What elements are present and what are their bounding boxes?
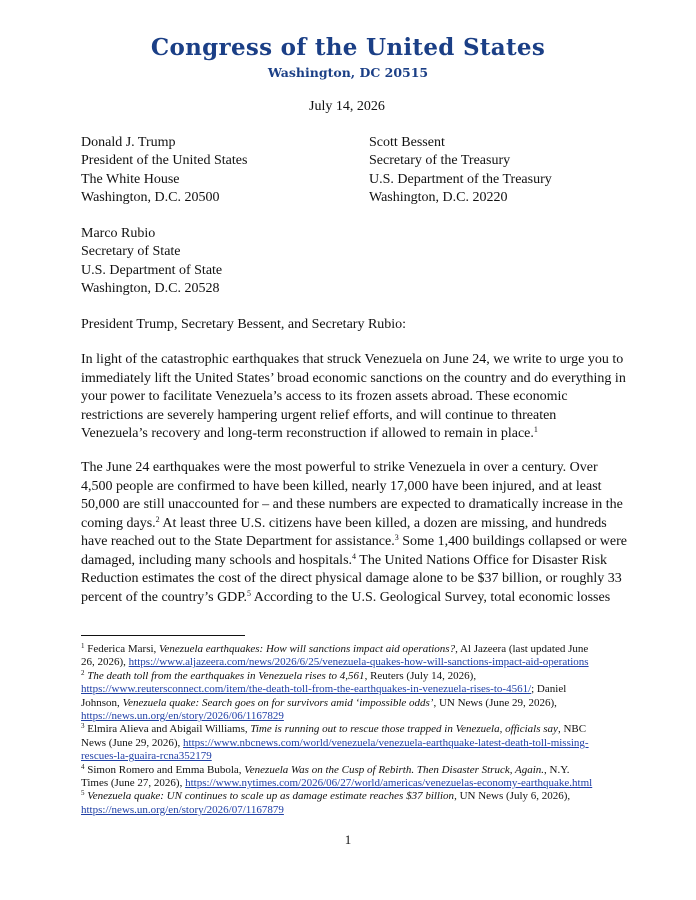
footnote-text: , Reuters (July 14, 2026), (364, 669, 477, 682)
paragraph-text: damaged, including many schools and hospitals. (81, 552, 353, 568)
footnote-article-title: Venezuela Was on the Cusp of Rebirth. Then Disaster Struck, Again. (244, 763, 545, 776)
paragraph-line: 4,500 people are confirmed to have been killed, nearly 17,000 have been injured, and at least (81, 478, 602, 494)
footnote-2 (81, 670, 621, 724)
address-line: Donald J. Trump (81, 135, 176, 150)
paragraph-line (81, 515, 621, 534)
footnote-link[interactable]: rescues-la-guaira-rcna352179 (81, 750, 212, 763)
footnote-text: , N.Y. (544, 763, 570, 776)
footnote-link[interactable]: https://www.nytimes.com/2026/06/27/world/americas/venezuelas-economy-earthquake.html (185, 777, 593, 790)
footnote-article-title: Venezuela quake: UN continues to scale up as damage estimate reaches $37 billion (87, 790, 455, 803)
paragraph-text: Some 1,400 buildings collapsed or were (398, 534, 627, 549)
footnote-text: Times (June 27, 2026), (81, 777, 186, 790)
footnote-text: , UN News (June 29, 2026), (433, 696, 557, 709)
footnote-text: ; Daniel (531, 683, 567, 696)
footnote-link[interactable]: https://www.aljazeera.com/news/2026/6/25/venezuela-quakes-how-will-sanctions-impact-aid-operations (128, 656, 589, 669)
paragraph-text: have reached out to the State Department for assistance. (81, 534, 395, 549)
letter-date: July 14, 2026 (309, 99, 385, 114)
footnote-ref: 5 (247, 588, 252, 598)
address-line: Marco Rubio (81, 226, 156, 241)
footnote-article-title: Time is running out to rescue those trapped in Venezuela, officials say (250, 723, 558, 736)
paragraph-text: At least three U.S. citizens have been killed, a dozen are missing, and hundreds (159, 515, 607, 531)
footnote-number: 2 (81, 668, 85, 677)
footnote-ref: 1 (533, 425, 538, 434)
address-line: Washington, D.C. 20500 (81, 190, 220, 206)
footnote-number: 3 (81, 722, 85, 731)
page-number: 1 (344, 832, 352, 847)
letterhead (0, 34, 696, 81)
footnote-line (81, 750, 621, 763)
footnote-text: Federica Marsi, (84, 643, 160, 655)
body-paragraph-1 (81, 351, 626, 444)
address-line: The White House (81, 171, 180, 187)
footnote-number: 5 (81, 789, 85, 798)
footnote-line (81, 737, 621, 750)
footnote-5 (81, 790, 621, 817)
paragraph-text: coming days. (81, 515, 156, 531)
paragraph-line: your power to facilitate Venezuela’s access to its frozen assets abroad. These economic (81, 389, 568, 404)
footnote-article-title: Venezuela quake: Search goes on for survivors amid ‘impossible odds’ (122, 696, 434, 709)
footnote-line (81, 670, 621, 683)
paragraph-line (81, 533, 627, 552)
address-line: U.S. Department of State (81, 262, 223, 278)
address-line: U.S. Department of the Treasury (369, 171, 552, 187)
paragraph-text: Venezuela’s recovery and long-term reconstruction if allowed to remain in place. (81, 426, 534, 441)
recipient-bessent-address (369, 134, 552, 208)
address-line: President of the United States (81, 153, 248, 169)
address-line: Washington, D.C. 20528 (81, 281, 220, 297)
footnote-line (81, 656, 621, 669)
footnote-text: Elmira Alieva and Abigail Williams, (84, 723, 251, 736)
footnote-link[interactable]: https://www.reutersconnect.com/item/the-death-toll-from-the-earthquakes-in-venezuela-rises-to-4561/ (81, 683, 532, 696)
paragraph-text: The United Nations Office for Disaster Risk (356, 552, 608, 568)
body-paragraph-2 (81, 459, 627, 607)
footnote-text: Johnson, (81, 696, 123, 709)
footnote-text: Simon Romero and Emma Bubola, (84, 763, 245, 776)
footnote-4 (81, 764, 621, 791)
footnote-line (81, 723, 621, 736)
footnote-article-title: The death toll from the earthquakes in Venezuela rises to 4,561 (87, 669, 365, 682)
salutation: President Trump, Secretary Bessent, and Secretary Rubio: (81, 317, 407, 332)
footnote-number: 4 (81, 762, 85, 771)
paragraph-line: 50,000 are still unaccounted for – and these numbers are expected to dramatically increase in the (81, 497, 623, 512)
footnote-ref: 2 (155, 514, 160, 524)
footnote-link[interactable]: https://www.nbcnews.com/world/venezuela/venezuela-earthquake-latest-death-toll-missing- (183, 736, 589, 749)
footnote-text: , Al Jazeera (last updated June (455, 643, 589, 655)
paragraph-line: Reduction estimates the cost of the direct physical damage alone to be $37 billion, or roughly 33 (81, 571, 622, 586)
footnote-text: 26, 2026), (81, 656, 129, 669)
address-line: Washington, D.C. 20220 (369, 190, 508, 206)
footnote-link[interactable]: https://news.un.org/en/story/2026/06/1167829 (81, 710, 284, 723)
footnote-text: , UN News (July 6, 2026), (454, 790, 571, 803)
paragraph-line (81, 552, 621, 571)
footnotes (81, 643, 621, 817)
footnote-line (81, 683, 621, 696)
footnote-article-title: Venezuela earthquakes: How will sanctions impact aid operations? (159, 643, 456, 655)
paragraph-text: percent of the country’s GDP. (81, 589, 248, 605)
letterhead-title: Congress of the United States (150, 34, 546, 61)
footnote-ref: 4 (352, 551, 357, 561)
address-line: Secretary of State (81, 244, 181, 260)
footnote-line (81, 764, 621, 777)
paragraph-line (81, 589, 621, 608)
recipient-rubio-address (81, 225, 222, 299)
address-line: Secretary of the Treasury (369, 153, 511, 169)
footnote-1 (81, 643, 621, 670)
paragraph-text: According to the U.S. Geological Survey, total economic losses (251, 589, 611, 605)
footnote-line (81, 643, 621, 656)
footnote-line (81, 710, 621, 723)
letterhead-subtitle: Washington, DC 20515 (267, 65, 429, 80)
paragraph-line (81, 425, 621, 444)
address-line: Scott Bessent (369, 135, 445, 150)
footnote-number: 1 (81, 642, 85, 650)
footnote-text: , NBC (557, 723, 587, 736)
footnote-text: News (June 29, 2026), (81, 736, 184, 749)
footnote-line (81, 697, 621, 710)
footnote-line (81, 777, 621, 790)
paragraph-line: In light of the catastrophic earthquakes that struck Venezuela on June 24, we write to urge you to (81, 352, 624, 367)
paragraph-line: immediately lift the United States’ broad economic sanctions on the country and do everything in (81, 370, 626, 386)
recipient-trump-address (81, 134, 247, 208)
footnote-ref: 3 (394, 533, 399, 542)
footnote-3 (81, 723, 621, 763)
paragraph-line: The June 24 earthquakes were the most powerful to strike Venezuela in over a century. Over (81, 460, 598, 475)
footnote-line (81, 790, 621, 803)
footnote-link[interactable]: https://news.un.org/en/story/2026/07/1167879 (81, 803, 284, 816)
footnote-line (81, 804, 621, 817)
footnote-divider (81, 635, 245, 636)
paragraph-line: restrictions are severely hampering urgent relief efforts, and will continue to threaten (81, 407, 557, 423)
